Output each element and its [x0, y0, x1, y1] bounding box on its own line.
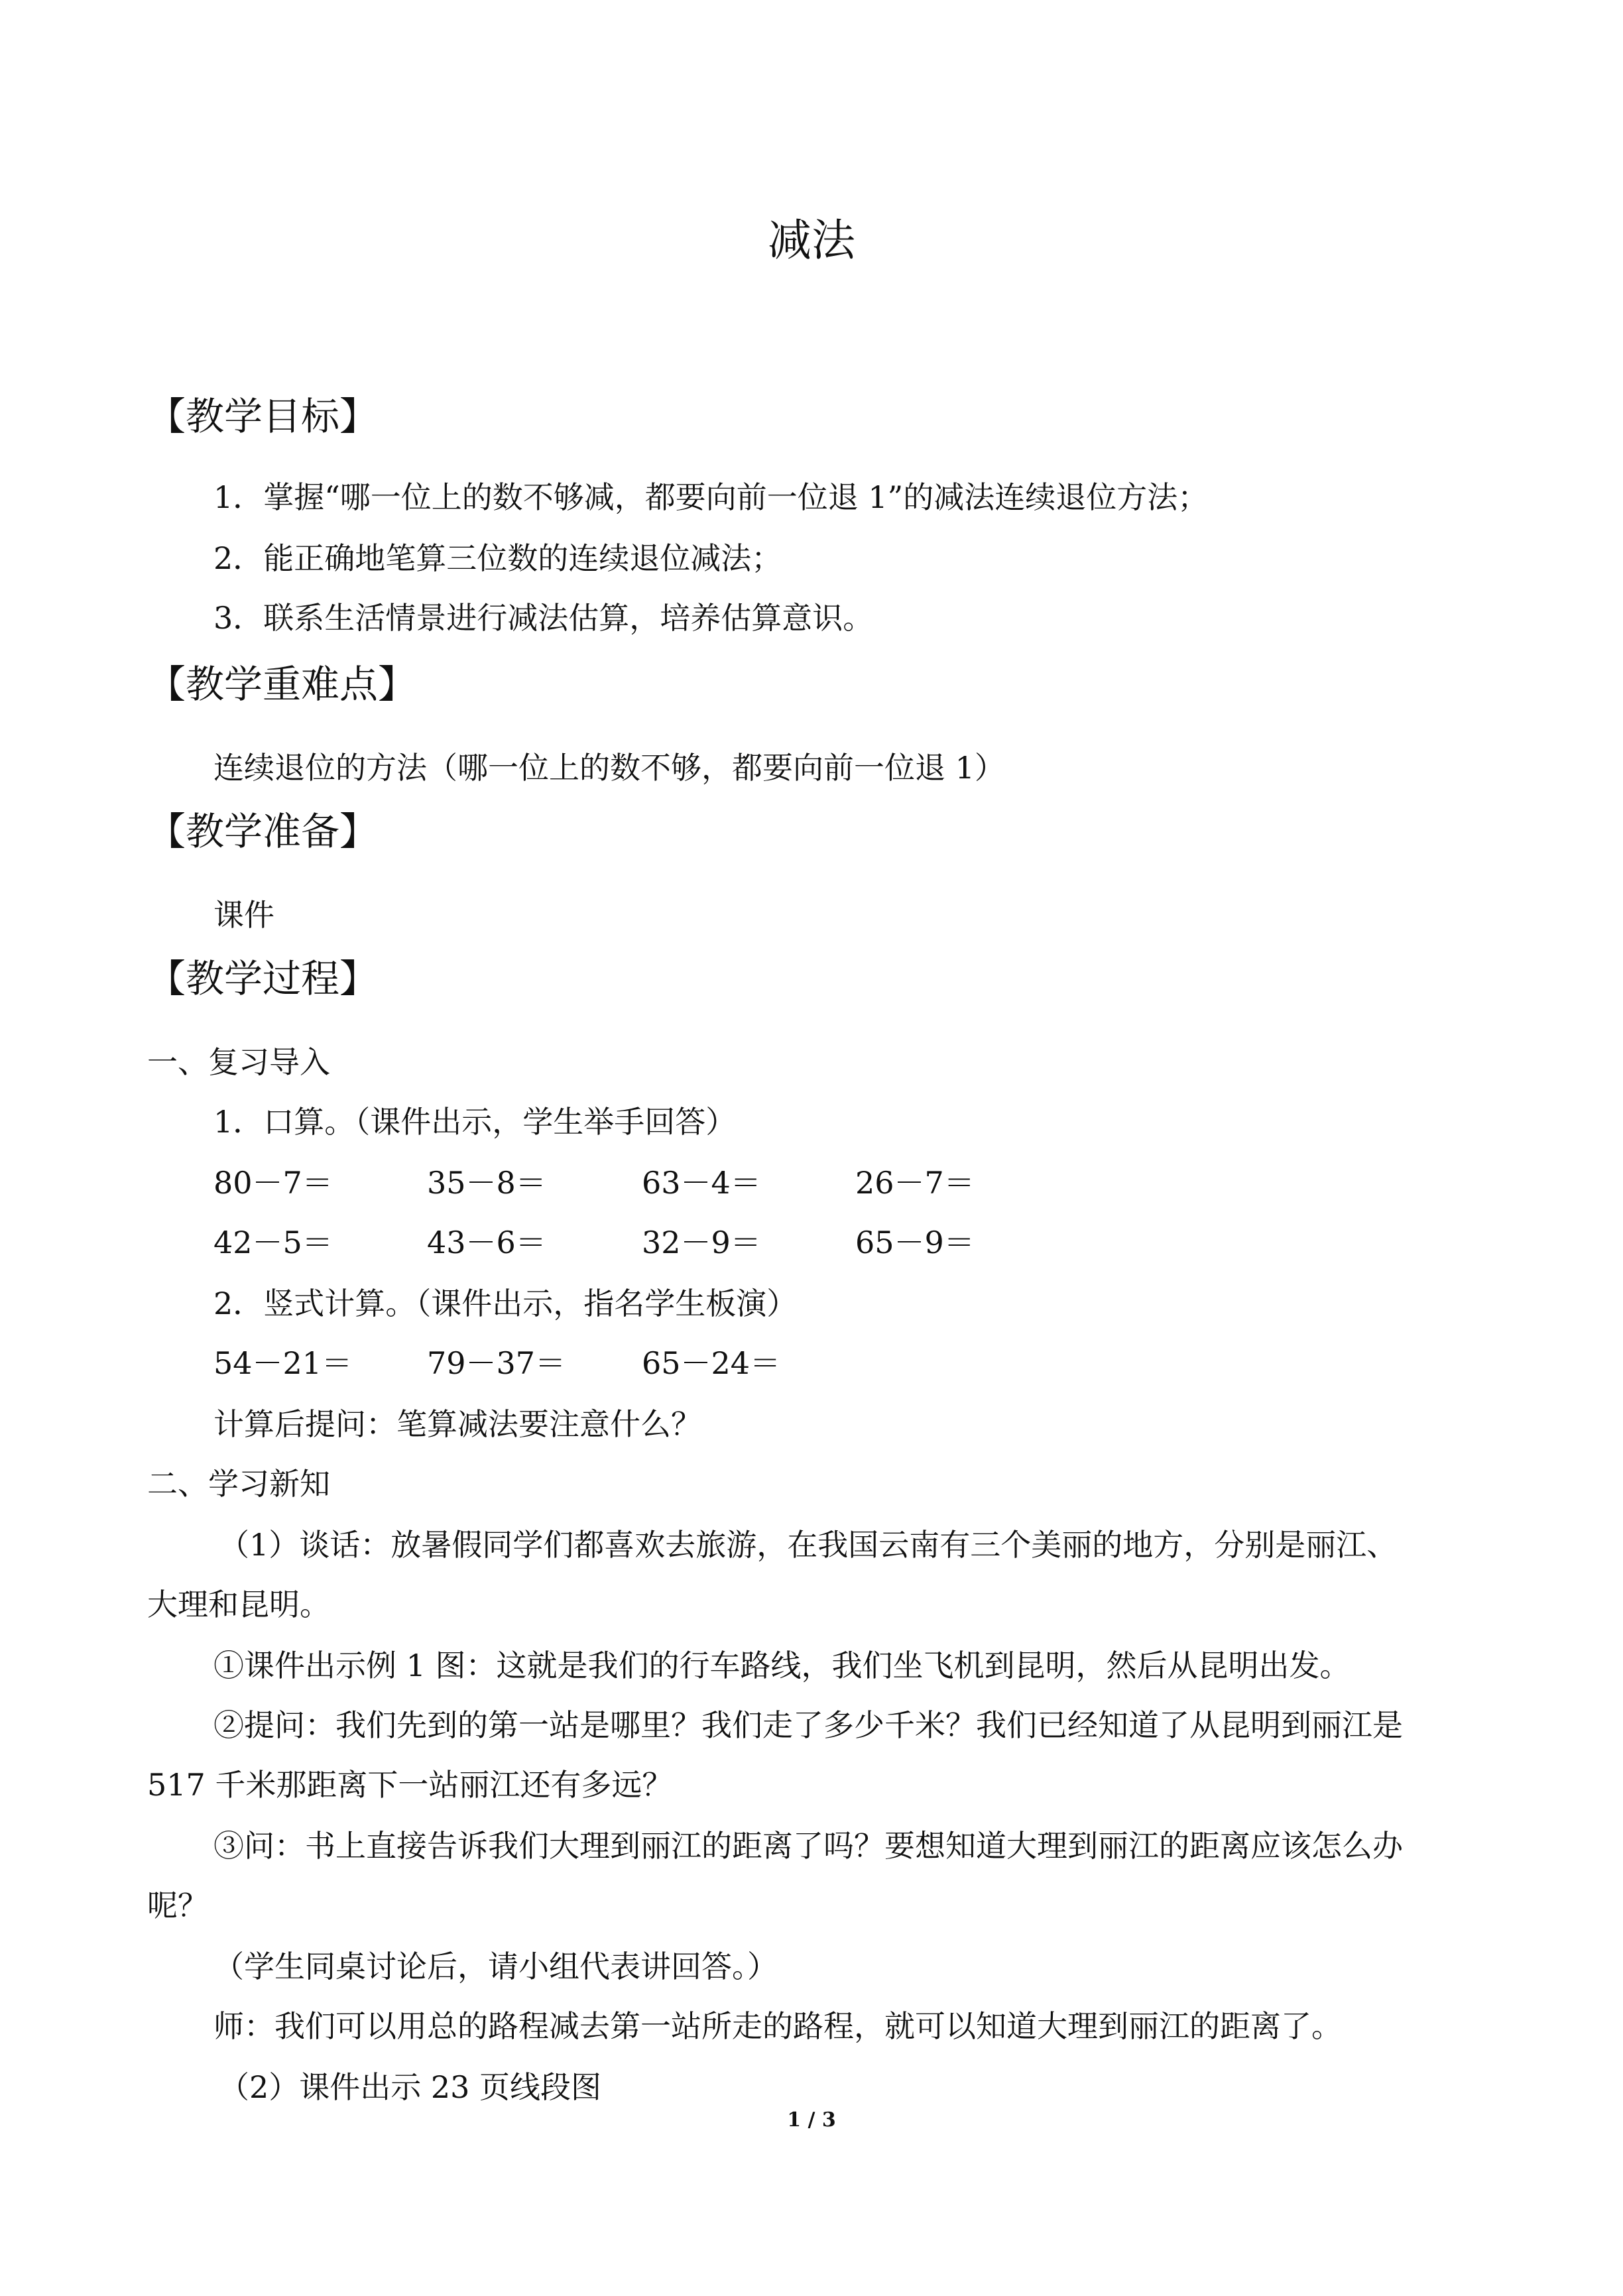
step-2-line-2: 517 千米那距离下一站丽江还有多远？ — [147, 1767, 673, 1803]
oral-expr: 43－6＝ — [427, 1225, 546, 1260]
oral-calc-item: 1．口算。（课件出示，学生举手回答） — [213, 1104, 737, 1140]
written-calc-item: 2．竖式计算。（课件出示，指名学生板演） — [213, 1286, 798, 1321]
goal-item-2: 2．能正确地笔算三位数的连续退位减法； — [213, 540, 782, 576]
goal-item-1: 1．掌握“哪一位上的数不够减，都要向前一位退 1”的减法连续退位方法； — [213, 479, 1209, 515]
written-expr: 79－37＝ — [427, 1345, 566, 1381]
step-2-line-1: ②提问：我们先到的第一站是哪里？我们走了多少千米？我们已经知道了从昆明到丽江是 — [213, 1707, 1403, 1743]
oral-expr: 65－9＝ — [855, 1225, 975, 1260]
step-3-line-2: 呢？ — [147, 1888, 208, 1923]
discussion-note: （学生同桌讨论后，请小组代表讲回答。） — [213, 1949, 778, 1984]
teacher-remark: 师：我们可以用总的路程减去第一站所走的路程，就可以知道大理到丽江的距离了。 — [213, 2008, 1342, 2044]
goal-item-3: 3．联系生活情景进行减法估算，培养估算意识。 — [213, 600, 874, 636]
item-2-line-diagram: （2）课件出示 23 页线段图 — [219, 2069, 602, 2105]
written-expr: 65－24＝ — [642, 1345, 781, 1381]
step-3-line-1: ③问：书上直接告诉我们大理到丽江的距离了吗？要想知道大理到丽江的距离应该怎么办 — [213, 1828, 1403, 1864]
key-points-text: 连续退位的方法（哪一位上的数不够，都要向前一位退 1） — [213, 750, 1005, 786]
oral-expr: 32－9＝ — [642, 1225, 761, 1260]
follow-up-question: 计算后提问：笔算减法要注意什么？ — [213, 1406, 701, 1442]
oral-expr: 80－7＝ — [213, 1165, 333, 1201]
part2-title: 二、学习新知 — [147, 1466, 330, 1502]
written-expr: 54－21＝ — [213, 1345, 353, 1381]
oral-expr: 63－4＝ — [642, 1165, 761, 1201]
page-number: 1 / 3 — [787, 2108, 836, 2132]
part1-title: 一、复习导入 — [147, 1044, 330, 1080]
step-1: ①课件出示例 1 图：这就是我们的行车路线，我们坐飞机到昆明，然后从昆明出发。 — [213, 1648, 1351, 1683]
oral-expr: 42－5＝ — [213, 1225, 333, 1260]
page-title: 减法 — [768, 215, 855, 266]
process-heading: 【教学过程】 — [147, 956, 379, 1001]
preparation-heading: 【教学准备】 — [147, 809, 379, 854]
talk-line-2: 大理和昆明。 — [147, 1587, 330, 1622]
preparation-text: 课件 — [213, 897, 274, 933]
oral-expr: 26－7＝ — [855, 1165, 975, 1201]
oral-expr: 35－8＝ — [427, 1165, 546, 1201]
goals-heading: 【教学目标】 — [147, 394, 379, 439]
key-points-heading: 【教学重难点】 — [147, 662, 417, 707]
talk-line-1: （1）谈话：放暑假同学们都喜欢去旅游，在我国云南有三个美丽的地方，分别是丽江、 — [219, 1527, 1398, 1563]
